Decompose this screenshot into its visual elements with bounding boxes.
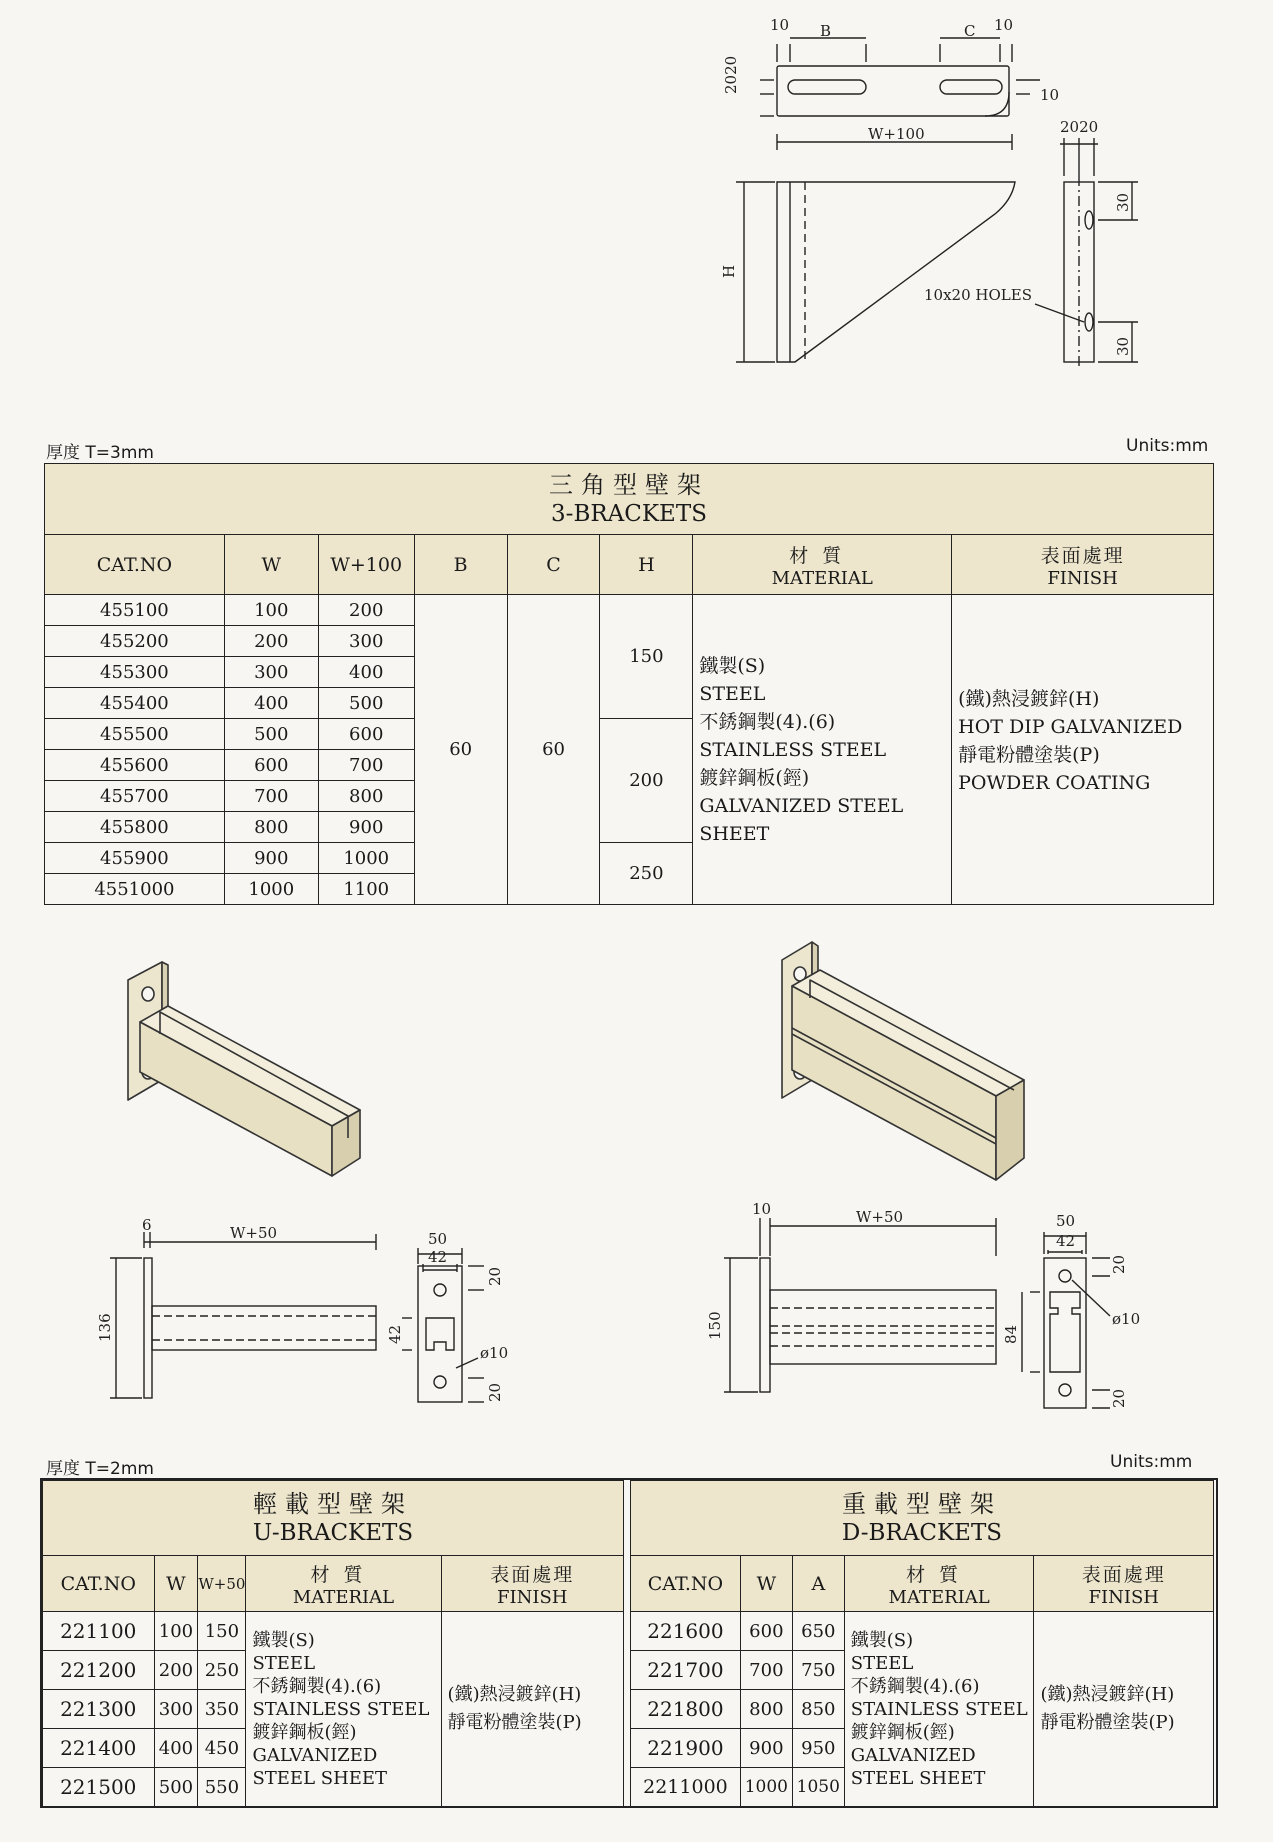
col-b-header: B (414, 535, 507, 595)
u-brackets-table: 輕載型壁架 U-BRACKETS CAT.NO W W+50 材質 MATERIAL 表面處理 FINISH 221100 100 150 鐵製(S) STEEL 不銹鋼製(4).(6) STAINLESS STEEL 鍍鋅鋼板(鋞) GALVANIZED STEEL SHEET (鐵)熱浸鍍鋅(H) 靜電粉體塗裝(P) 221200 200 250 221300 300 350 221400 400 450 221500 500 550 (42, 1480, 624, 1807)
svg-text:10: 10 (1040, 86, 1060, 104)
table-row: 221200 200 250 (43, 1651, 624, 1690)
table-row: 455400 400 500 (45, 688, 1214, 719)
u-finish-cell: (鐵)熱浸鍍鋅(H) 靜電粉體塗裝(P) (441, 1612, 623, 1807)
table-row: 455100 100 200 60 60 150 鐵製(S) STEEL 不銹鋼製(4).(6) STAINLESS STEEL 鍍鋅鋼板(鋞) GALVANIZED STEEL SHEET (鐵)熱浸鍍鋅(H) HOT DIP GALVANIZED 靜電粉體塗裝(P) POWDER COATING (45, 595, 1214, 626)
three-brackets-table (44, 463, 1214, 905)
col-cat-header: CAT.NO (45, 535, 225, 595)
table-row: 455600 600 700 (45, 750, 1214, 781)
table-row: 4551000 1000 1100 (45, 874, 1214, 905)
d-brackets-table: 重載型壁架 D-BRACKETS CAT.NO W A 材質 MATERIAL 表面處理 FINISH 221600 600 650 鐵製(S) STEEL 不銹鋼製(4).(6) STAINLESS STEEL 鍍鋅鋼板(鋞) GALVANIZED STEEL SHEET (鐵)熱浸鍍鋅(H) 靜電粉體塗裝(P) 221700 700 750 221800 800 850 221900 900 950 2211000 1000 1050 (630, 1480, 1214, 1807)
svg-text:W+50: W+50 (230, 1224, 278, 1242)
svg-text:2020: 2020 (1060, 118, 1099, 136)
col-finish-header: 表面處理 FINISH (952, 535, 1214, 595)
h-value: 200 (600, 719, 693, 843)
finish-cell: (鐵)熱浸鍍鋅(H) HOT DIP GALVANIZED 靜電粉體塗裝(P) POWDER COATING (952, 595, 1214, 905)
table-row: 221400 400 450 (43, 1729, 624, 1768)
svg-text:ø10: ø10 (480, 1344, 509, 1362)
svg-text:B: B (820, 22, 832, 40)
svg-text:10: 10 (770, 16, 790, 34)
table-row: 455900 900 1000 250 (45, 843, 1214, 874)
svg-text:H: H (720, 264, 738, 278)
svg-text:30: 30 (1114, 336, 1132, 356)
svg-text:2020: 2020 (722, 55, 740, 94)
svg-text:W+50: W+50 (856, 1208, 904, 1226)
col-h-header: H (600, 535, 693, 595)
svg-text:20: 20 (1110, 1388, 1128, 1408)
table-row: 455200 200 300 (45, 626, 1214, 657)
h-value: 150 (600, 595, 693, 719)
table-row: 455300 300 400 (45, 657, 1214, 688)
svg-text:50: 50 (428, 1230, 448, 1248)
table-row: 455800 800 900 (45, 812, 1214, 843)
d-brackets-title: 重載型壁架 D-BRACKETS (631, 1481, 1214, 1556)
svg-text:6: 6 (142, 1216, 152, 1234)
d-bracket-side-drawing (700, 1196, 1180, 1426)
units-label-2mm: Units:mm (1110, 1452, 1193, 1472)
d-bracket-illustration (770, 930, 1070, 1170)
svg-text:84: 84 (1002, 1324, 1020, 1344)
u-material-cell: 鐵製(S) STEEL 不銹鋼製(4).(6) STAINLESS STEEL 鍍鋅鋼板(鋞) GALVANIZED STEEL SHEET (246, 1612, 441, 1807)
table-row: 455500 500 600 200 (45, 719, 1214, 750)
svg-text:C: C (964, 22, 976, 40)
svg-text:20: 20 (486, 1266, 504, 1286)
h-value: 250 (600, 843, 693, 905)
svg-text:42: 42 (1056, 1232, 1076, 1250)
table-row: 221300 300 350 (43, 1690, 624, 1729)
svg-text:136: 136 (96, 1313, 114, 1342)
d-finish-cell: (鐵)熱浸鍍鋅(H) 靜電粉體塗裝(P) (1034, 1612, 1214, 1807)
table-row: 221700 700 750 (631, 1651, 1214, 1690)
col-w-header: W (224, 535, 318, 595)
table-row: 221800 800 850 (631, 1690, 1214, 1729)
svg-text:50: 50 (1056, 1212, 1076, 1230)
table-row: 221500 500 550 (43, 1768, 624, 1807)
table-row: 221900 900 950 (631, 1729, 1214, 1768)
material-cell: 鐵製(S) STEEL 不銹鋼製(4).(6) STAINLESS STEEL 鍍鋅鋼板(鋞) GALVANIZED STEEL SHEET (693, 595, 952, 905)
svg-text:42: 42 (428, 1248, 448, 1266)
thickness-label-2mm: 厚度 T=2mm (46, 1459, 154, 1479)
b-value: 60 (414, 595, 507, 905)
svg-text:150: 150 (706, 1311, 724, 1340)
col-c-header: C (507, 535, 600, 595)
table-row: 221100 100 150 鐵製(S) STEEL 不銹鋼製(4).(6) STAINLESS STEEL 鍍鋅鋼板(鋞) GALVANIZED STEEL SHEET (鐵)熱浸鍍鋅(H) 靜電粉體塗裝(P) (43, 1612, 624, 1651)
units-label-3mm: Units:mm (1126, 436, 1209, 456)
three-brackets-title: 三角型壁架 3-BRACKETS (45, 464, 1214, 535)
svg-text:42: 42 (386, 1324, 404, 1344)
table-row: 2211000 1000 1050 (631, 1768, 1214, 1807)
thickness-label-3mm: 厚度 T=3mm (46, 443, 154, 463)
col-w100-header: W+100 (318, 535, 414, 595)
svg-text:10: 10 (994, 16, 1014, 34)
svg-text:20: 20 (1110, 1254, 1128, 1274)
u-bracket-illustration (120, 960, 420, 1200)
svg-text:10: 10 (752, 1200, 772, 1218)
table-row: 221600 600 650 鐵製(S) STEEL 不銹鋼製(4).(6) STAINLESS STEEL 鍍鋅鋼板(鋞) GALVANIZED STEEL SHEET (鐵)熱浸鍍鋅(H) 靜電粉體塗裝(P) (631, 1612, 1214, 1651)
d-material-cell: 鐵製(S) STEEL 不銹鋼製(4).(6) STAINLESS STEEL 鍍鋅鋼板(鋞) GALVANIZED STEEL SHEET (844, 1612, 1034, 1807)
svg-text:W+100: W+100 (868, 125, 925, 143)
svg-text:20: 20 (486, 1382, 504, 1402)
svg-text:10x20 HOLES: 10x20 HOLES (924, 286, 1032, 304)
table-row: 455700 700 800 (45, 781, 1214, 812)
col-material-header: 材質 MATERIAL (693, 535, 952, 595)
svg-text:30: 30 (1114, 192, 1132, 212)
svg-text:ø10: ø10 (1112, 1310, 1141, 1328)
u-bracket-side-drawing (80, 1216, 509, 1418)
three-bracket-drawing (0, 0, 1273, 400)
u-brackets-title: 輕載型壁架 U-BRACKETS (43, 1481, 624, 1556)
c-value: 60 (507, 595, 600, 905)
